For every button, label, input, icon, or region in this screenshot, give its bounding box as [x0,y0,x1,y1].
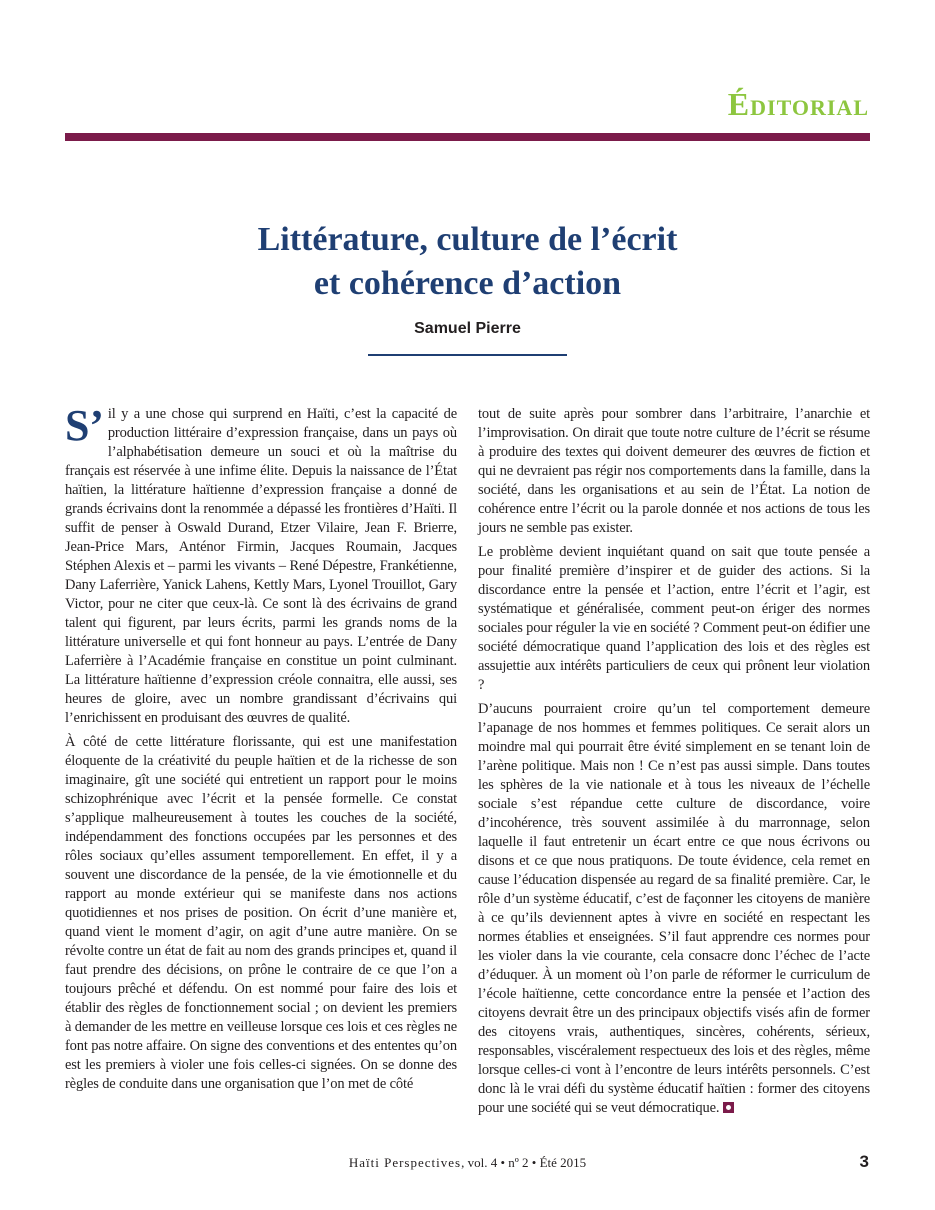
paragraph: tout de suite après pour sombrer dans l’arbitraire, l’anarchie et l’improvisation. On dirait que toute notre culture de l’écrit se résume à produire des textes qui doivent demeurer des œuvres de fiction et qui ne devraient pas régir nos comportements dans la famille, dans la société, dans les organisations et au sein de l’État. La notion de cohérence entre l’écrit ou la parole donnée et nos actions de tous les jours ne semble pas exister. [478,406,870,536]
article-title-line-1: Littérature, culture de l’écrit [257,221,678,258]
paragraph: Le problème devient inquiétant quand on sait que toute pensée a pour finalité première d’inspirer et de guider des actions. Si la discordance entre la pensée et l’action, entre l’écrit et l’agir, est systématique et généralisée, comment peut-on ériger des normes sociales pour réguler la vie en société ? Comment peut-on édifier une société démocratique quand l’application des lois et des règles est assujettie aux intérêts particuliers de ceux qui prônent leur violation ? [478,544,870,693]
journal-name: Haïti Perspectives [348,1155,462,1170]
author-rule [368,354,567,356]
paragraph [478,700,870,1118]
paragraph: À côté de cette littérature florissante, qui est une manifestation éloquente de la créativité du peuple haïtien et de la richesse de son imaginaire, gît une société qui entretient un rapport pour le moins schizophrénique avec l’écrit et la pensée formelle. Ce constat s’applique malheureusement à toutes les couches de la société, indépendamment des fonctions occupées par les personnes et des rôles sociaux qu’elles assument temporellement. En effet, il y a souvent une discordance de la pensée, de la vie émotionnelle et du rapport au monde extérieur qui se manifeste dans nos actions quotidiennes et nos prises de position. On écrit d’une manière et, quand vient le moment d’agir, on agit d’une autre manière. On se révolte contre un état de fait au nom des grands principes et, quand il faut prendre des décisions, on prône le contraire de ce que l’on a toujours prêché et défendu. On est nommé pour faire des lois et établir des règles de fonctionnement social ; on devient les premiers à demander de les mettre en veilleuse lorsque ces lois et ces règles ne font pas notre affaire. On signe des conventions et des ententes qu’on est les premiers à violer une fois celles-ci signées. On se donne des règles de conduite dans une organisation que l’on met de côté [65,734,457,1092]
article-title-line-2: et cohérence d’action [313,265,622,302]
left-column [65,401,457,1099]
footer [65,1155,870,1171]
drop-cap: S’ [65,401,104,450]
right-column [478,405,870,1123]
page-number: 3 [859,1152,869,1171]
section-label: Éditorial [727,86,869,122]
issue-info: , vol. 4 • nº 2 • Été 2015 [461,1155,587,1170]
paragraph [65,401,457,728]
end-mark-icon [723,1102,734,1113]
paragraph-text: il y a une chose qui surprend en Haïti, c’est la capacité de production littéraire d’expression française, dans un pays où l’alphabétisation demeure un souci et où la maîtrise du français est réservée à une infime élite. Depuis la naissance de l’État haïtien, la littérature haïtienne d’expression française a donné de grands écrivains dont la renommée a dépassé les frontières d’Haïti. Il suffit de penser à Oswald Durand, Etzer Vilaire, Jean F. Brierre, Jean-Price Mars, Anténor Firmin, Jacques Roumain, Jacques Stéphen Alexis et – parmi les vivants – René Dépestre, Frankétienne, Dany Laferrière, Yanick Lahens, Kettly Mars, Lyonel Trouillot, Gary Victor, pour ne citer que ceux-là. Ce sont là des écrivains de grand talent qui figurent, par leurs écrits, parmi les grands noms de la littérature universelle et qui font honneur au pays. L’entrée de Dany Laferrière à l’Académie française en constitue un point culminant. La littérature haïtienne d’expression créole connaitra, elle aussi, ses heures de gloire, avec un nombre grandissant d’écrivains qui l’enrichissent en produisant des œuvres de qualité. [65,406,457,726]
header-rule [65,133,870,141]
article-author: Samuel Pierre [414,320,521,337]
paragraph-text: D’aucuns pourraient croire qu’un tel comportement demeure l’apanage de nos hommes et femmes politiques. Ce serait alors un moindre mal qui pourrait être évité simplement en se tenant loin de l’arène politique. Mais non ! Ce n’est pas aussi simple. Dans toutes les sphères de la vie nationale et à tous les niveaux de l’échelle sociale s’est répandue cette culture de discordance, voire d’incohérence, très souvent assimilée à du marronnage, selon laquelle il faut entretenir un écart entre ce que nous écrivons ou disons et ce que nous pratiquons. De toute évidence, cela remet en cause l’éducation dispensée au regard de sa finalité première. Car, le rôle d’un système éducatif, c’est de façonner les citoyens de manière à ce qu’ils deviennent aptes à vivre en société en respectant les normes établies et enseignées. S’il faut apprendre ces normes pour les violer dans la vie courante, cela consacre donc l’échec de l’acte d’éduquer. À un moment où l’on parle de réformer le curriculum de l’école haïtienne, cette concordance entre la pensée et l’action des citoyens devrait être un des principaux objectifs visés afin de former des citoyens vrais, authentiques, sincères, cohérents, sérieux, responsables, viscéralement respectueux des lois et des règles, même lorsque celles-ci vont à l’encontre de leurs intérêts personnels. C’est donc là le vrai défi du système éducatif haïtien : former des citoyens pour une société qui se veut démocratique. [478,701,870,1116]
